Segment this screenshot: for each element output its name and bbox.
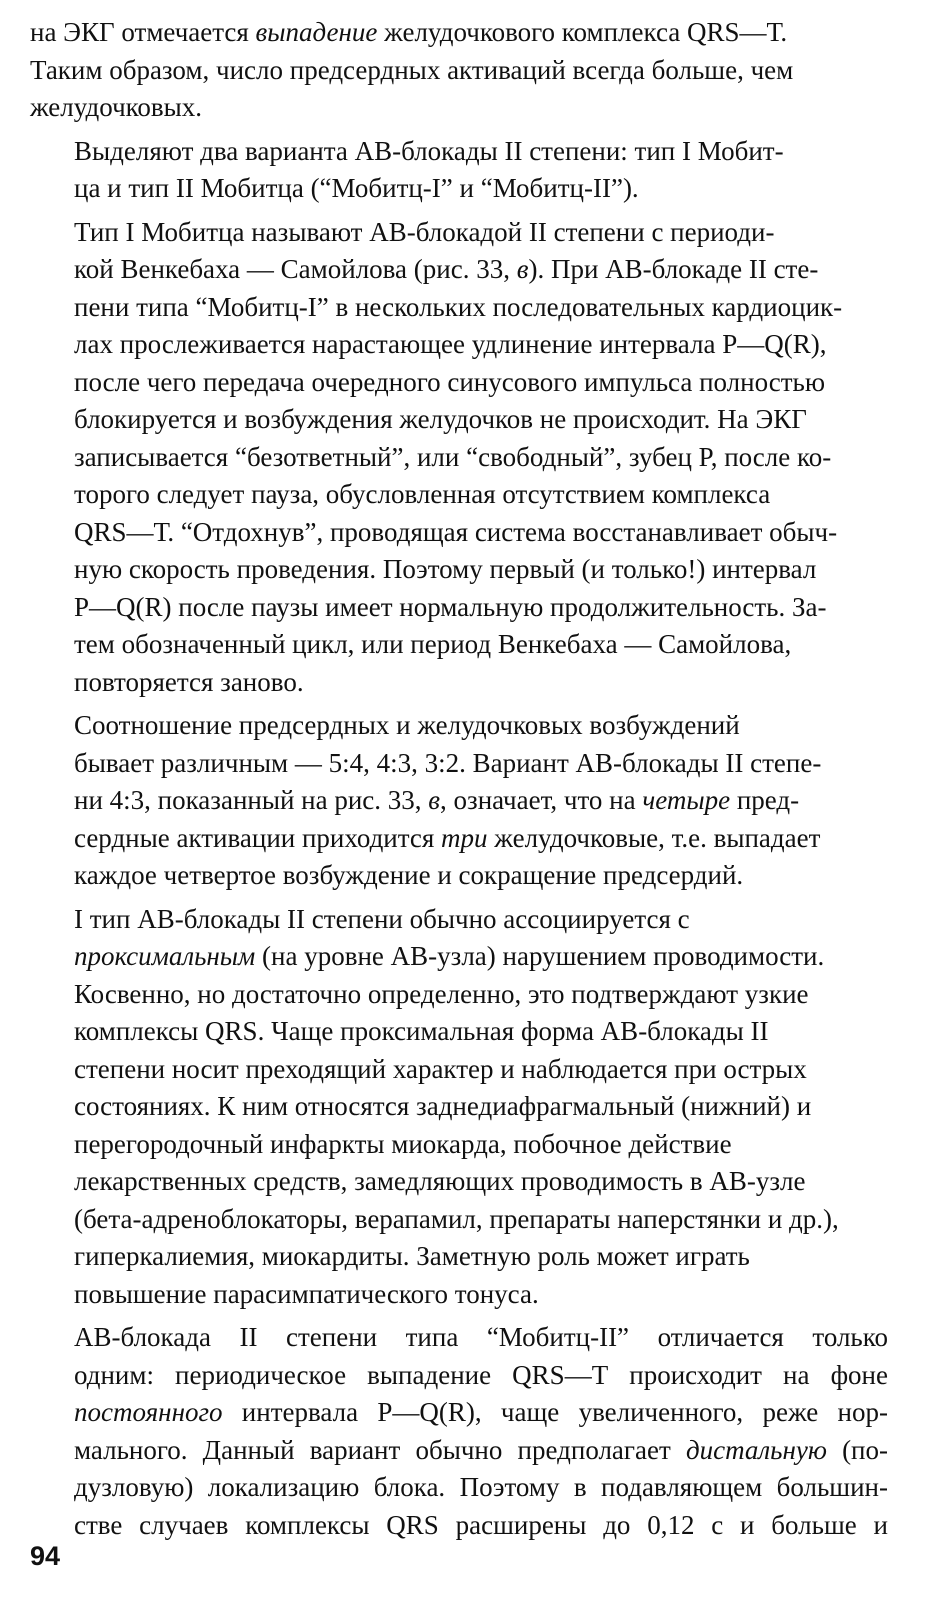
text-line: Соотношение предсердных и желудочковых возбуждений [74,710,740,740]
text-line: QRS—Т. “Отдохнув”, проводящая система восстанавливает обыч- [74,516,838,547]
paragraph [30,214,888,702]
text-line: P—Q(R) после паузы имеет нормальную продолжительность. За- [74,591,827,622]
text-line: перегородочный инфаркты миокарда, побочное действие [74,1128,732,1159]
page-body-text [30,14,888,1550]
text-line: записывается “безответный”, или “свободный”, зубец P, после ко- [74,441,832,472]
text-line: лах прослеживается нарастающее удлинение интервала P—Q(R), [74,329,827,359]
italic-emphasis: четыре [642,785,731,815]
text-line: ни 4:3, показанный на рис. 33, в, означает, что на четыре пред- [74,785,800,815]
text-line: сердные активации приходится три желудочковые, т.е. выпадает [74,822,821,853]
text-line: кой Венкебаха — Самойлова (рис. 33, в). При АВ-блокаде II сте- [74,254,819,284]
text-line: после чего передача очередного синусового импульса полностью [74,366,826,397]
text-line: ца и тип II Мобитца (“Мобитц-I” и “Мобитц-II”). [74,173,639,203]
text-line: состояниях. К ним относятся заднедиафрагмальный (нижний) и [74,1091,812,1121]
text-line: одним: периодическое выпадение QRS—Т происходит на фоне [74,1359,888,1390]
text-line: Косвенно, но достаточно определенно, это подтверждают узкие [74,978,809,1009]
italic-emphasis: в [516,254,529,284]
text-line: на ЭКГ отмечается выпадение желудочкового комплекса QRS—Т. [30,17,788,47]
paragraph [30,133,888,208]
text-line: I тип АВ-блокады II степени обычно ассоциируется с [74,903,690,934]
text-line: каждое четвертое возбуждение и сокращение предсердий. [74,860,744,890]
text-line: торого следует пауза, обусловленная отсутствием комплекса [74,479,771,509]
text-line: (бета-адреноблокаторы, верапамил, препараты наперстянки и др.), [74,1203,839,1234]
page-number: 94 [30,1541,61,1571]
italic-emphasis: в [428,785,441,815]
text-line: тем обозначенный цикл, или период Венкебаха — Самойлова, [74,629,792,659]
text-line: Таким образом, число предсердных активаций всегда больше, чем [30,54,794,85]
paragraph [30,901,888,1314]
paragraph [30,1319,888,1544]
text-line: повторяется заново. [74,666,304,697]
text-line: стве случаев комплексы QRS расширены до 0,12 с и больше и [74,1509,888,1540]
paragraph [30,707,888,895]
text-line: блокируется и возбуждения желудочков не происходит. На ЭКГ [74,404,807,434]
text-line: Выделяют два варианта АВ-блокады II степени: тип I Мобит- [74,135,784,166]
text-line: степени носит преходящий характер и наблюдается при острых [74,1053,807,1084]
text-line: повышение парасимпатического тонуса. [74,1278,539,1309]
text-line: комплексы QRS. Чаще проксимальная форма АВ-блокады II [74,1016,769,1046]
italic-emphasis: выпадение [255,17,378,47]
italic-emphasis: дистальную [685,1434,827,1465]
text-line: желудочковых. [30,92,203,122]
text-line: пени типа “Мобитц-I” в нескольких последовательных кардиоцик- [74,291,843,322]
text-line: проксимальным (на уровне АВ-узла) нарушением проводимости. [74,941,825,971]
italic-emphasis: проксимальным [74,941,256,971]
italic-emphasis: три [441,822,488,853]
italic-emphasis: постоянного [74,1397,223,1427]
paragraph [30,14,888,127]
text-line: мального. Данный вариант обычно предполагает дистальную (по- [74,1434,888,1465]
text-line: АВ-блокада II степени типа “Мобитц-II” отличается только [74,1322,888,1352]
text-line: ную скорость проведения. Поэтому первый (и только!) интервал [74,554,817,584]
text-line: постоянного интервала P—Q(R), чаще увеличенного, реже нор- [74,1397,888,1427]
text-line: Тип I Мобитца называют АВ-блокадой II степени с периоди- [74,216,775,247]
text-line: гиперкалиемия, миокардиты. Заметную роль может играть [74,1241,750,1271]
text-line: дузловую) локализацию блока. Поэтому в подавляющем большин- [74,1472,888,1502]
text-line: бывает различным — 5:4, 4:3, 3:2. Вариант АВ-блокады II степе- [74,747,822,778]
text-line: лекарственных средств, замедляющих проводимость в АВ-узле [74,1166,806,1196]
